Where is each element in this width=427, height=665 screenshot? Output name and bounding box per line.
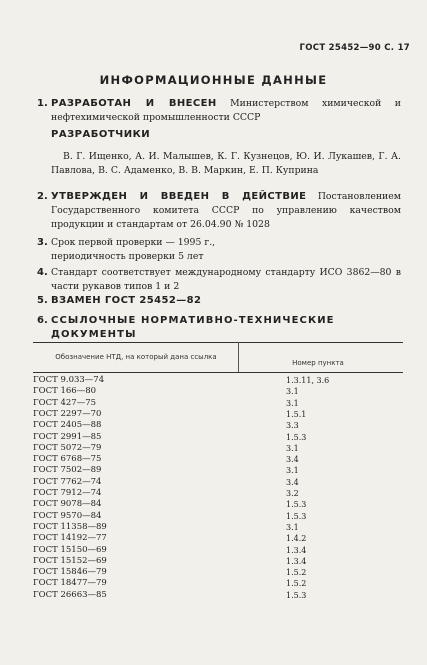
document-cell: ГОСТ 5072—79: [33, 442, 102, 453]
column-header-document: Обозначение НТД, на который дана ссылка: [55, 353, 217, 361]
document-cell: ГОСТ 2405—88: [33, 420, 102, 431]
clause-cell: 1.5.3: [286, 500, 307, 510]
column-header-clause: Номер пункта: [292, 359, 344, 367]
clause-cell: 1.5.2: [286, 568, 307, 578]
section-4: [37, 266, 401, 294]
clause-cell: 1.3.4: [286, 545, 307, 555]
table-column-divider: [238, 342, 239, 372]
clause-cell: 3.4: [286, 477, 299, 487]
section-number: 5.: [37, 295, 48, 306]
table-row: [33, 455, 403, 464]
table-row: [33, 387, 403, 396]
table-row: [33, 410, 403, 419]
clause-cell: 3.1: [286, 443, 299, 453]
section-number: 6.: [37, 315, 48, 326]
table-row: [33, 579, 403, 588]
section-heading: РАЗРАБОТАН И ВНЕСЕН: [51, 98, 217, 109]
table-row: [33, 500, 403, 509]
document-cell: ГОСТ 427—75: [33, 397, 97, 408]
clause-cell: 1.5.3: [286, 590, 307, 600]
table-row: [33, 444, 403, 453]
clause-cell: 3.2: [286, 489, 299, 498]
table-row: [33, 534, 403, 543]
document-cell: ГОСТ 7912—74: [33, 488, 102, 498]
section-number: 1.: [37, 98, 48, 109]
clause-cell: 1.3.4: [286, 556, 307, 566]
clause-cell: 1.5.3: [286, 432, 307, 442]
document-cell: ГОСТ 7502—89: [33, 465, 102, 476]
table-row: [33, 466, 403, 475]
section-text: Стандарт соответствует международному стандарту ИСО 3862—80 в части рукавов типов 1 и 2: [51, 267, 401, 292]
page-header: ГОСТ 25452—90 С. 17: [299, 43, 410, 53]
section-heading: УТВЕРЖДЕН И ВВЕДЕН В ДЕЙСТВИЕ: [51, 191, 307, 202]
section-number: 4.: [37, 267, 48, 278]
section-text: Министерством химической и нефтехимической промышленности СССР: [51, 98, 401, 123]
document-cell: ГОСТ 9.033—74: [33, 375, 105, 385]
document-cell: ГОСТ 15150—69: [33, 544, 107, 555]
document-cell: ГОСТ 2991—85: [33, 431, 102, 442]
section-1: [37, 97, 401, 125]
document-cell: ГОСТ 14192—77: [33, 533, 107, 544]
section-number: 3.: [37, 237, 48, 248]
document-cell: ГОСТ 6768—75: [33, 454, 102, 465]
document-cell: ГОСТ 11358—89: [33, 521, 107, 532]
section-3: [37, 236, 257, 264]
document-cell: ГОСТ 2297—70: [33, 408, 102, 419]
table-row: [33, 433, 403, 442]
table-row: [33, 399, 403, 408]
document-cell: ГОСТ 9078—84: [33, 499, 102, 510]
table-row: [33, 489, 403, 498]
section-5: [37, 294, 401, 308]
section-6: [37, 314, 401, 342]
table-row: [33, 591, 403, 600]
table-row: [33, 421, 403, 430]
clause-cell: 3.4: [286, 455, 299, 465]
document-cell: ГОСТ 166—80: [33, 386, 97, 397]
document-cell: ГОСТ 7762—74: [33, 476, 102, 487]
section-number: 2.: [37, 191, 48, 202]
document-cell: ГОСТ 26663—85: [33, 589, 107, 600]
section-2: [37, 190, 401, 232]
section-heading: ВЗАМЕН ГОСТ 25452—82: [51, 295, 202, 306]
table-row: [33, 523, 403, 532]
clause-cell: 1.4.2: [286, 534, 307, 544]
document-cell: ГОСТ 15846—79: [33, 567, 107, 578]
section-heading: ССЫЛОЧНЫЕ НОРМАТИВНО-ТЕХНИЧЕСКИЕ ДОКУМЕНТЫ: [51, 315, 335, 340]
table-row: [33, 478, 403, 487]
clause-cell: 1.5.1: [286, 409, 307, 419]
clause-cell: 1.5.3: [286, 511, 307, 521]
document-cell: ГОСТ 15152—69: [33, 555, 107, 566]
clause-cell: 3.1: [286, 522, 299, 532]
document-cell: ГОСТ 9570—84: [33, 510, 102, 521]
clause-cell: 3.3: [286, 421, 299, 431]
table-row: [33, 512, 403, 521]
developers-list: В. Г. Ищенко, А. И. Малышев, К. Г. Кузнецов, Ю. И. Лукашев, Г. А. Павлова, В. С. Адаменко, В. В. Маркин, Е. П. Куприна: [51, 151, 401, 176]
table-header-rule: [33, 372, 403, 373]
clause-cell: 1.5.2: [286, 579, 307, 589]
table-row: [33, 568, 403, 577]
developers-heading: РАЗРАБОТЧИКИ: [51, 129, 151, 140]
page-title: ИНФОРМАЦИОННЫЕ ДАННЫЕ: [99, 73, 328, 87]
document-cell: ГОСТ 18477—79: [33, 578, 107, 589]
clause-cell: 3.1: [286, 387, 299, 397]
table-row: [33, 546, 403, 555]
clause-cell: 1.3.11, 3.6: [286, 376, 330, 385]
clause-cell: 3.1: [286, 398, 299, 408]
section-text: Постановлением Государственного комитета СССР по управлению качеством продукции и стандартам от 26.04.90 № 1028: [51, 191, 401, 230]
table-row: [33, 376, 403, 385]
table-row: [33, 557, 403, 566]
clause-cell: 3.1: [286, 466, 299, 476]
section-text: Срок первой проверки — 1995 г., периодичность проверки 5 лет: [51, 237, 216, 262]
table-top-rule: [33, 342, 403, 343]
